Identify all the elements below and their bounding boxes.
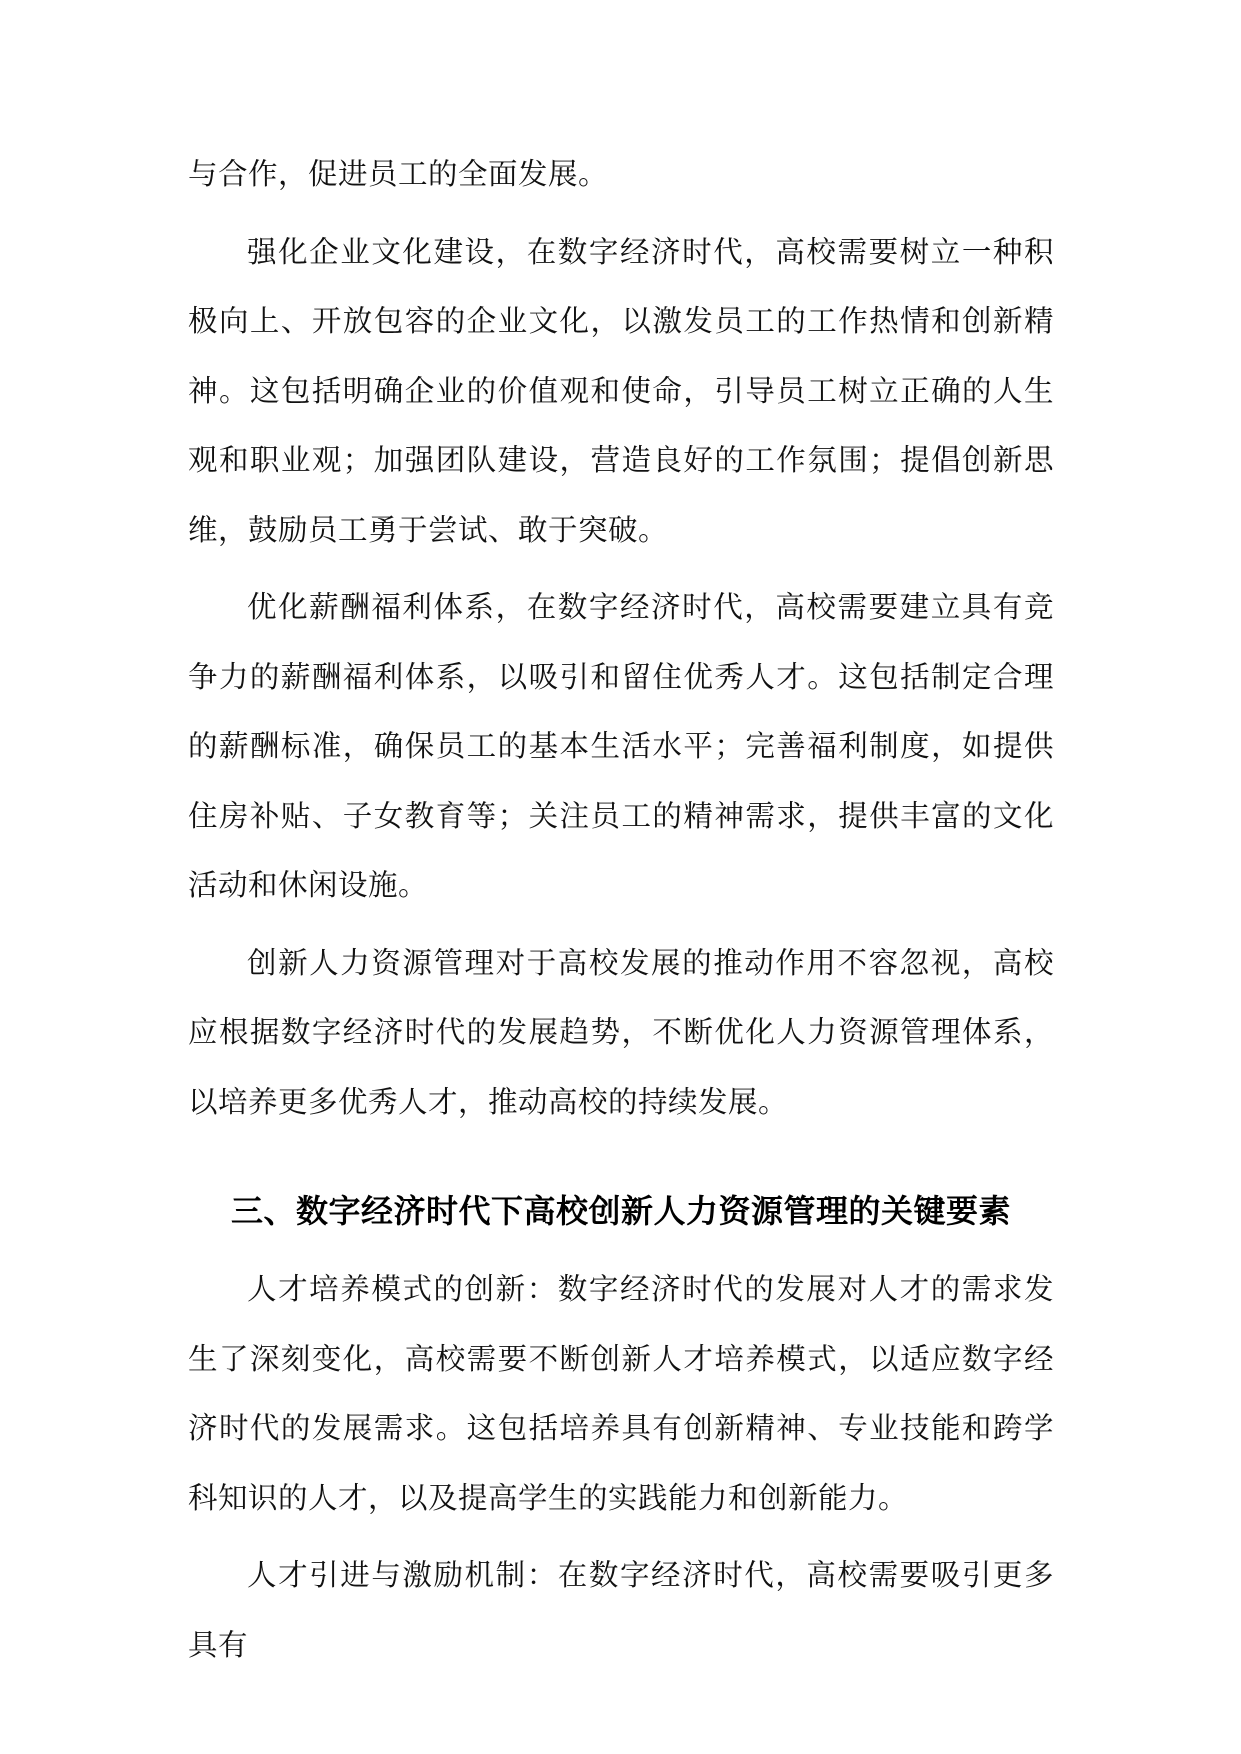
paragraph-compensation: 优化薪酬福利体系，在数字经济时代，高校需要建立具有竞争力的薪酬福利体系，以吸引和留住优秀人才。这包括制定合理的薪酬标准，确保员工的基本生活水平；完善福利制度，如提供住房补贴、子女教育等；关注员工的精神需求，提供丰富的文化活动和休闲设施。 <box>188 590 1054 902</box>
document-body <box>188 140 1054 1688</box>
paragraph-conclusion: 创新人力资源管理对于高校发展的推动作用不容忽视，高校应根据数字经济时代的发展趋势，不断优化人力资源管理体系，以培养更多优秀人才，推动高校的持续发展。 <box>188 945 1054 1119</box>
paragraph-talent-training: 人才培养模式的创新：数字经济时代的发展对人才的需求发生了深刻变化，高校需要不断创新人才培养模式，以适应数字经济时代的发展需求。这包括培养具有创新精神、专业技能和跨学科知识的人才，以及提高学生的实践能力和创新能力。 <box>188 1272 1054 1515</box>
section-heading: 三、数字经济时代下高校创新人力资源管理的关键要素 <box>230 1192 1011 1230</box>
paragraph-corporate-culture: 强化企业文化建设，在数字经济时代，高校需要树立一种积极向上、开放包容的企业文化，以激发员工的工作热情和创新精神。这包括明确企业的价值观和使命，引导员工树立正确的人生观和职业观；加强团队建设，营造良好的工作氛围；提倡创新思维，鼓励员工勇于尝试、敢于突破。 <box>188 234 1054 547</box>
paragraph-continuation: 与合作，促进员工的全面发展。 <box>188 157 609 191</box>
paragraph-talent-introduction: 人才引进与激励机制：在数字经济时代，高校需要吸引更多具有 <box>188 1558 1054 1662</box>
